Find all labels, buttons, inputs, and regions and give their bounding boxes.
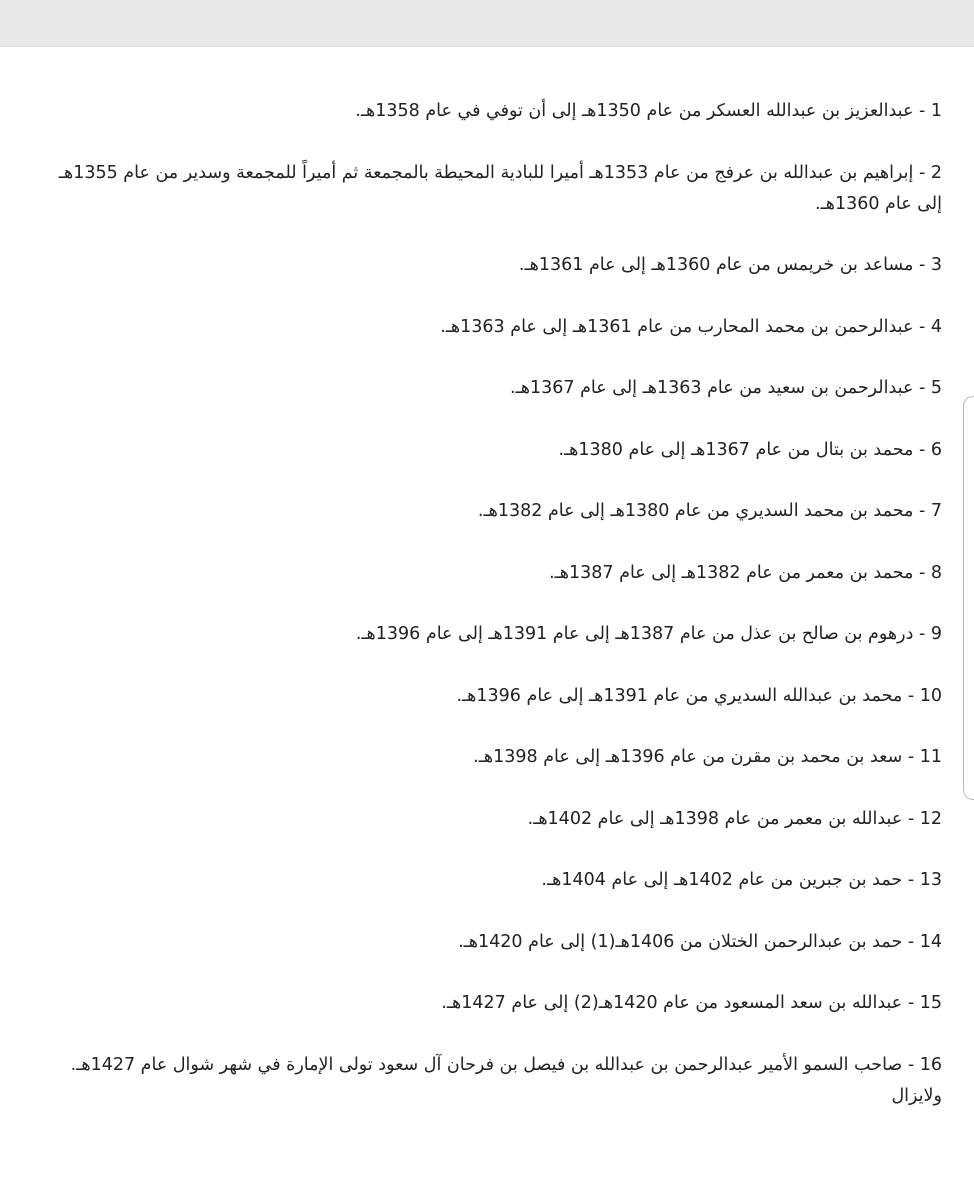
- item-number: 10: [919, 685, 942, 706]
- item-text: عبدالله بن معمر من عام 1398هـ إلى عام 1402هـ.: [527, 808, 903, 829]
- item-separator: -: [913, 255, 931, 275]
- item-text: عبدالرحمن بن سعيد من عام 1363هـ إلى عام 1367هـ.: [510, 378, 914, 398]
- list-item: [30, 312, 942, 343]
- list-item: [30, 1050, 942, 1112]
- item-separator: -: [913, 624, 931, 644]
- item-text: عبدالعزيز بن عبدالله العسكر من عام 1350هـ إلى أن توفي في عام 1358هـ.: [355, 101, 914, 121]
- item-text: سعد بن محمد بن مقرن من عام 1396هـ إلى عام 1398هـ.: [473, 747, 903, 767]
- item-text: مساعد بن خريمس من عام 1360هـ إلى عام 1361هـ.: [518, 255, 914, 275]
- item-separator: -: [902, 870, 920, 890]
- item-separator: -: [913, 316, 931, 337]
- list-item: [30, 250, 942, 281]
- item-text: حمد بن جبرين من عام 1402هـ إلى عام 1404هـ.: [541, 870, 903, 890]
- item-separator: -: [902, 993, 920, 1013]
- item-text: إبراهيم بن عبدالله بن عرفج من عام 1353هـ أميرا للبادية المحيطة بالمجمعة ثم أميراً للمجمعة وسدير من عام 1355هـ إلى عام 1360هـ.: [58, 162, 942, 214]
- top-toolbar: [0, 0, 974, 47]
- list-item: [30, 373, 942, 404]
- item-text: عبدالرحمن بن محمد المحارب من عام 1361هـ إلى عام 1363هـ.: [440, 316, 914, 337]
- item-separator: -: [913, 162, 931, 183]
- item-text: صاحب السمو الأمير عبدالرحمن بن عبدالله بن فيصل بن فرحان آل سعود تولى الإمارة في شهر شوال عام 1427هـ. ولايزال: [70, 1054, 942, 1106]
- list-item: [30, 988, 942, 1019]
- item-text: درهوم بن صالح بن عذل من عام 1387هـ إلى عام 1391هـ إلى عام 1396هـ.: [355, 624, 914, 644]
- item-number: 15: [919, 993, 942, 1013]
- list-item: [30, 681, 942, 712]
- item-number: 1: [930, 101, 942, 121]
- list-item: [30, 865, 942, 896]
- item-text: عبدالله بن سعد المسعود من عام 1420هـ(2) إلى عام 1427هـ.: [441, 993, 903, 1013]
- item-text: محمد بن معمر من عام 1382هـ إلى عام 1387هـ.: [549, 562, 914, 583]
- governors-list: [30, 96, 942, 1142]
- item-number: 5: [930, 378, 942, 398]
- item-number: 16: [919, 1054, 942, 1075]
- list-item: [30, 742, 942, 773]
- item-number: 12: [919, 808, 942, 829]
- item-separator: -: [902, 1054, 920, 1075]
- item-number: 9: [930, 624, 942, 644]
- list-item: [30, 96, 942, 127]
- item-number: 8: [930, 562, 942, 583]
- item-separator: -: [913, 378, 931, 398]
- list-item: [30, 496, 942, 527]
- item-number: 2: [930, 162, 942, 183]
- item-separator: -: [902, 808, 920, 829]
- item-separator: -: [913, 501, 931, 521]
- list-item: [30, 558, 942, 589]
- item-number: 11: [919, 747, 942, 767]
- list-item: [30, 435, 942, 466]
- item-separator: -: [913, 439, 931, 460]
- item-number: 3: [930, 255, 942, 275]
- item-number: 13: [919, 870, 942, 890]
- list-item: [30, 619, 942, 650]
- list-item: [30, 927, 942, 958]
- list-item: [30, 804, 942, 835]
- item-number: 14: [919, 931, 942, 952]
- item-separator: -: [913, 562, 931, 583]
- item-separator: -: [902, 685, 920, 706]
- item-number: 6: [930, 439, 942, 460]
- item-text: محمد بن بتال من عام 1367هـ إلى عام 1380هـ.: [558, 439, 914, 460]
- item-separator: -: [913, 101, 931, 121]
- item-number: 7: [930, 501, 942, 521]
- item-separator: -: [902, 747, 920, 767]
- item-text: محمد بن محمد السديري من عام 1380هـ إلى عام 1382هـ.: [477, 501, 914, 521]
- item-separator: -: [902, 931, 920, 952]
- scroll-indicator[interactable]: [963, 396, 974, 800]
- item-number: 4: [930, 316, 942, 337]
- item-text: حمد بن عبدالرحمن الختلان من 1406هـ(1) إلى عام 1420هـ.: [458, 931, 903, 952]
- list-item: [30, 158, 942, 220]
- item-text: محمد بن عبدالله السديري من عام 1391هـ إلى عام 1396هـ.: [456, 685, 903, 706]
